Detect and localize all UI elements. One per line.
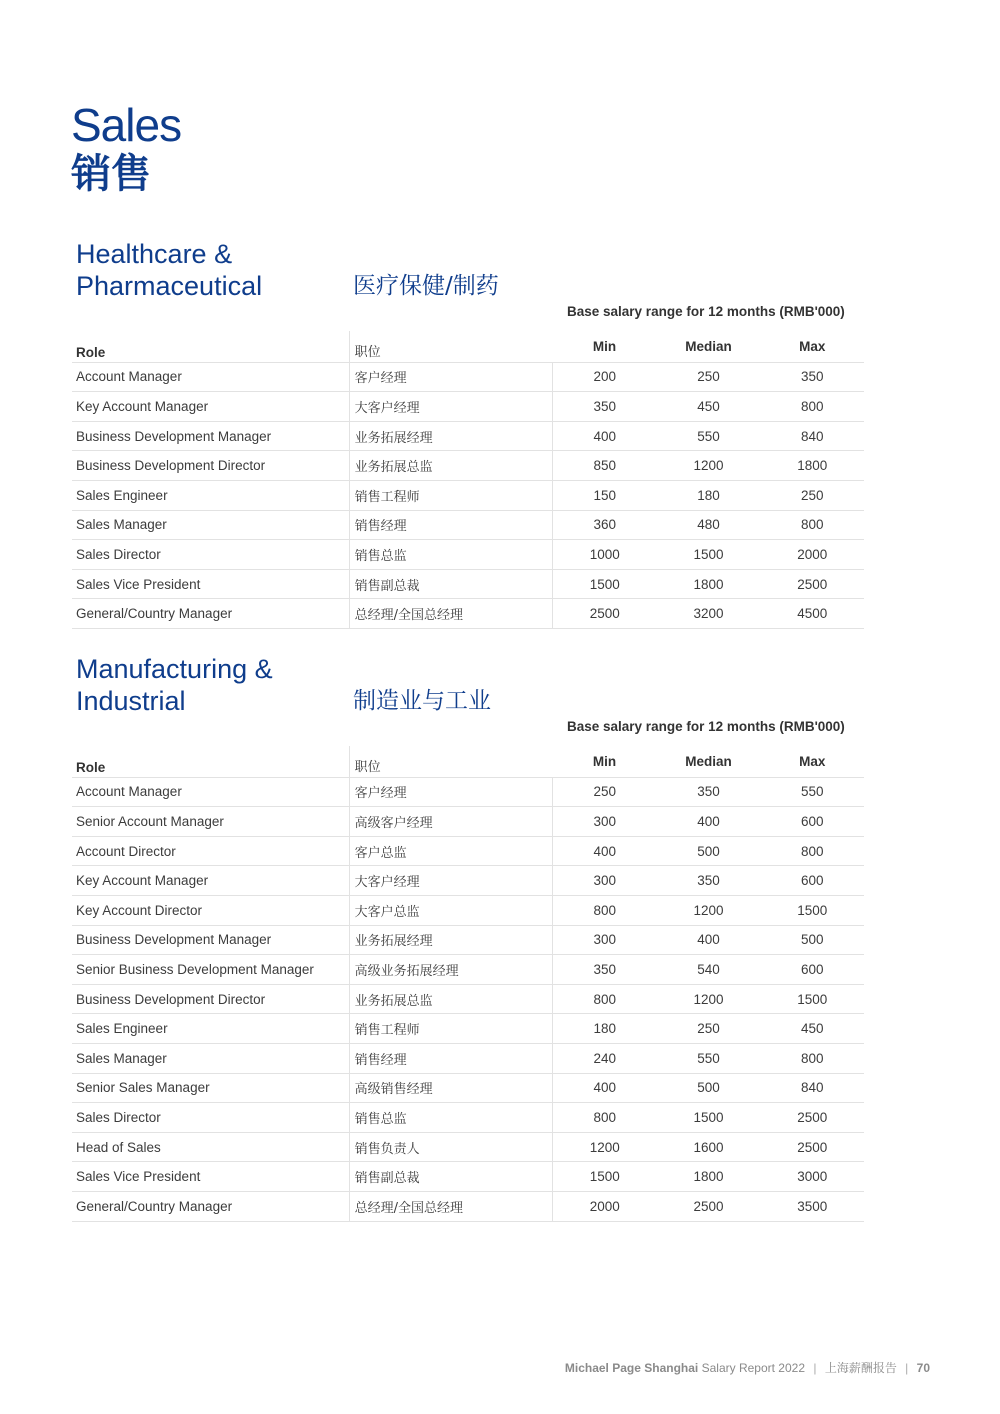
table-row: [72, 421, 864, 451]
cell-max: 800: [760, 1043, 864, 1073]
cell-role: General/Country Manager: [72, 1191, 349, 1221]
table-row: [72, 866, 864, 896]
cell-role-zh: 业务拓展经理: [349, 925, 552, 955]
cell-median: 1500: [657, 540, 761, 570]
cell-median: 350: [657, 866, 761, 896]
cell-min: 250: [553, 777, 657, 807]
cell-role: Key Account Manager: [72, 392, 349, 422]
cell-min: 400: [553, 1073, 657, 1103]
cell-role: Head of Sales: [72, 1132, 349, 1162]
cell-role: Business Development Manager: [72, 925, 349, 955]
cell-role: Key Account Manager: [72, 866, 349, 896]
page-number: 70: [916, 1361, 930, 1375]
cell-role-zh: 客户经理: [349, 362, 552, 392]
cell-role-zh: 销售工程师: [349, 480, 552, 510]
cell-min: 240: [553, 1043, 657, 1073]
cell-role: Business Development Director: [72, 984, 349, 1014]
table-row: [72, 599, 864, 629]
cell-median: 550: [657, 421, 761, 451]
cell-role-zh: 客户经理: [349, 777, 552, 807]
cell-median: 1600: [657, 1132, 761, 1162]
table-row: [72, 540, 864, 570]
cell-role: Sales Manager: [72, 1043, 349, 1073]
cell-role: Account Director: [72, 836, 349, 866]
cell-max: 450: [760, 1014, 864, 1044]
table-row: [72, 925, 864, 955]
cell-max: 3500: [760, 1191, 864, 1221]
cell-min: 800: [553, 895, 657, 925]
cell-min: 400: [553, 836, 657, 866]
cell-median: 1800: [657, 1162, 761, 1192]
table-row: [72, 451, 864, 481]
cell-median: 1500: [657, 1103, 761, 1133]
table-row: [72, 1073, 864, 1103]
cell-role-zh: 大客户总监: [349, 895, 552, 925]
cell-max: 2500: [760, 1103, 864, 1133]
footer-brand: Michael Page Shanghai: [564, 1361, 699, 1375]
table-row: [72, 984, 864, 1014]
cell-min: 800: [553, 1103, 657, 1133]
cell-max: 2500: [760, 1132, 864, 1162]
cell-min: 150: [553, 480, 657, 510]
cell-median: 3200: [657, 599, 761, 629]
table-row: [72, 392, 864, 422]
header-role-zh: 职位: [349, 746, 552, 777]
cell-role-zh: 业务拓展总监: [349, 984, 552, 1014]
footer-report: Salary Report 2022: [701, 1361, 805, 1375]
cell-role: Senior Business Development Manager: [72, 955, 349, 985]
cell-max: 1800: [760, 451, 864, 481]
cell-role: Senior Account Manager: [72, 807, 349, 837]
cell-max: 800: [760, 510, 864, 540]
cell-max: 600: [760, 866, 864, 896]
cell-max: 4500: [760, 599, 864, 629]
cell-min: 1000: [553, 540, 657, 570]
salary-table: [72, 331, 864, 629]
header-median: Median: [657, 746, 761, 777]
table-row: [72, 836, 864, 866]
cell-role: Sales Engineer: [72, 480, 349, 510]
section-title-en: Healthcare & Pharmaceutical: [76, 239, 263, 301]
cell-role: Senior Sales Manager: [72, 1073, 349, 1103]
cell-median: 500: [657, 836, 761, 866]
table-row: [72, 480, 864, 510]
cell-role-zh: 大客户经理: [349, 392, 552, 422]
table-row: [72, 807, 864, 837]
header-min: Min: [553, 331, 657, 362]
table-header-row: [72, 746, 864, 777]
cell-max: 2000: [760, 540, 864, 570]
table-row: [72, 955, 864, 985]
salary-table: [72, 746, 864, 1222]
cell-min: 400: [553, 421, 657, 451]
cell-median: 1800: [657, 569, 761, 599]
cell-role: Account Manager: [72, 777, 349, 807]
table-row: [72, 569, 864, 599]
table-row: [72, 362, 864, 392]
cell-role-zh: 销售副总裁: [349, 1162, 552, 1192]
cell-median: 480: [657, 510, 761, 540]
cell-role-zh: 客户总监: [349, 836, 552, 866]
cell-min: 1200: [553, 1132, 657, 1162]
cell-role: Sales Director: [72, 1103, 349, 1133]
header-max: Max: [760, 331, 864, 362]
cell-role-zh: 销售负责人: [349, 1132, 552, 1162]
section-title-zh: 医疗保健/制药: [353, 273, 499, 299]
cell-median: 400: [657, 925, 761, 955]
cell-max: 3000: [760, 1162, 864, 1192]
cell-role-zh: 业务拓展经理: [349, 421, 552, 451]
cell-role: Sales Vice President: [72, 1162, 349, 1192]
cell-role: Key Account Director: [72, 895, 349, 925]
cell-role: Sales Director: [72, 540, 349, 570]
cell-role-zh: 业务拓展总监: [349, 451, 552, 481]
cell-role-zh: 大客户经理: [349, 866, 552, 896]
cell-median: 1200: [657, 451, 761, 481]
table-row: [72, 1162, 864, 1192]
cell-max: 840: [760, 421, 864, 451]
section-title-zh: 制造业与工业: [353, 688, 491, 714]
cell-min: 2500: [553, 599, 657, 629]
cell-role: Account Manager: [72, 362, 349, 392]
table-row: [72, 1191, 864, 1221]
cell-role-zh: 销售经理: [349, 510, 552, 540]
page-footer: [565, 1359, 930, 1376]
header-min: Min: [553, 746, 657, 777]
cell-median: 540: [657, 955, 761, 985]
footer-report-zh: 上海薪酬报告: [824, 1361, 897, 1375]
cell-min: 300: [553, 925, 657, 955]
header-role: Role: [72, 746, 349, 777]
cell-median: 1200: [657, 895, 761, 925]
table-header-row: [72, 331, 864, 362]
cell-role: General/Country Manager: [72, 599, 349, 629]
cell-median: 550: [657, 1043, 761, 1073]
cell-role-zh: 销售经理: [349, 1043, 552, 1073]
cell-min: 800: [553, 984, 657, 1014]
header-role-zh: 职位: [349, 331, 552, 362]
cell-role-zh: 销售总监: [349, 1103, 552, 1133]
table-row: [72, 510, 864, 540]
cell-max: 1500: [760, 895, 864, 925]
cell-min: 1500: [553, 1162, 657, 1192]
cell-role-zh: 销售工程师: [349, 1014, 552, 1044]
cell-max: 600: [760, 807, 864, 837]
cell-max: 350: [760, 362, 864, 392]
cell-min: 300: [553, 807, 657, 837]
cell-role: Business Development Director: [72, 451, 349, 481]
cell-role-zh: 总经理/全国总经理: [349, 1191, 552, 1221]
cell-max: 550: [760, 777, 864, 807]
cell-role-zh: 高级业务拓展经理: [349, 955, 552, 985]
section-title-en: Manufacturing & Industrial: [76, 654, 273, 716]
cell-role-zh: 高级客户经理: [349, 807, 552, 837]
cell-median: 180: [657, 480, 761, 510]
header-median: Median: [657, 331, 761, 362]
footer-separator: |: [905, 1361, 909, 1375]
header-max: Max: [760, 746, 864, 777]
cell-max: 1500: [760, 984, 864, 1014]
cell-min: 2000: [553, 1191, 657, 1221]
cell-max: 250: [760, 480, 864, 510]
page-title-en: Sales: [71, 99, 182, 151]
table-row: [72, 1043, 864, 1073]
table-row: [72, 777, 864, 807]
cell-min: 180: [553, 1014, 657, 1044]
cell-median: 350: [657, 777, 761, 807]
page-title-zh: 销售: [71, 151, 151, 197]
cell-role: Sales Engineer: [72, 1014, 349, 1044]
cell-median: 450: [657, 392, 761, 422]
cell-role-zh: 总经理/全国总经理: [349, 599, 552, 629]
cell-role-zh: 高级销售经理: [349, 1073, 552, 1103]
cell-role: Business Development Manager: [72, 421, 349, 451]
page-title: [71, 100, 181, 198]
header-role: Role: [72, 331, 349, 362]
cell-median: 2500: [657, 1191, 761, 1221]
cell-min: 350: [553, 392, 657, 422]
cell-role-zh: 销售总监: [349, 540, 552, 570]
cell-min: 850: [553, 451, 657, 481]
footer-separator: |: [813, 1361, 817, 1375]
salary-range-caption: Base salary range for 12 months (RMB'000): [567, 719, 845, 734]
cell-max: 500: [760, 925, 864, 955]
cell-median: 250: [657, 1014, 761, 1044]
cell-max: 800: [760, 836, 864, 866]
cell-min: 200: [553, 362, 657, 392]
table-row: [72, 1132, 864, 1162]
table-row: [72, 1014, 864, 1044]
cell-median: 250: [657, 362, 761, 392]
table-row: [72, 1103, 864, 1133]
cell-max: 800: [760, 392, 864, 422]
salary-range-caption: Base salary range for 12 months (RMB'000): [567, 304, 845, 319]
cell-min: 350: [553, 955, 657, 985]
cell-min: 360: [553, 510, 657, 540]
cell-median: 400: [657, 807, 761, 837]
cell-min: 1500: [553, 569, 657, 599]
table-row: [72, 895, 864, 925]
cell-min: 300: [553, 866, 657, 896]
cell-role: Sales Manager: [72, 510, 349, 540]
cell-role: Sales Vice President: [72, 569, 349, 599]
cell-median: 500: [657, 1073, 761, 1103]
cell-max: 840: [760, 1073, 864, 1103]
cell-max: 2500: [760, 569, 864, 599]
cell-max: 600: [760, 955, 864, 985]
cell-median: 1200: [657, 984, 761, 1014]
cell-role-zh: 销售副总裁: [349, 569, 552, 599]
